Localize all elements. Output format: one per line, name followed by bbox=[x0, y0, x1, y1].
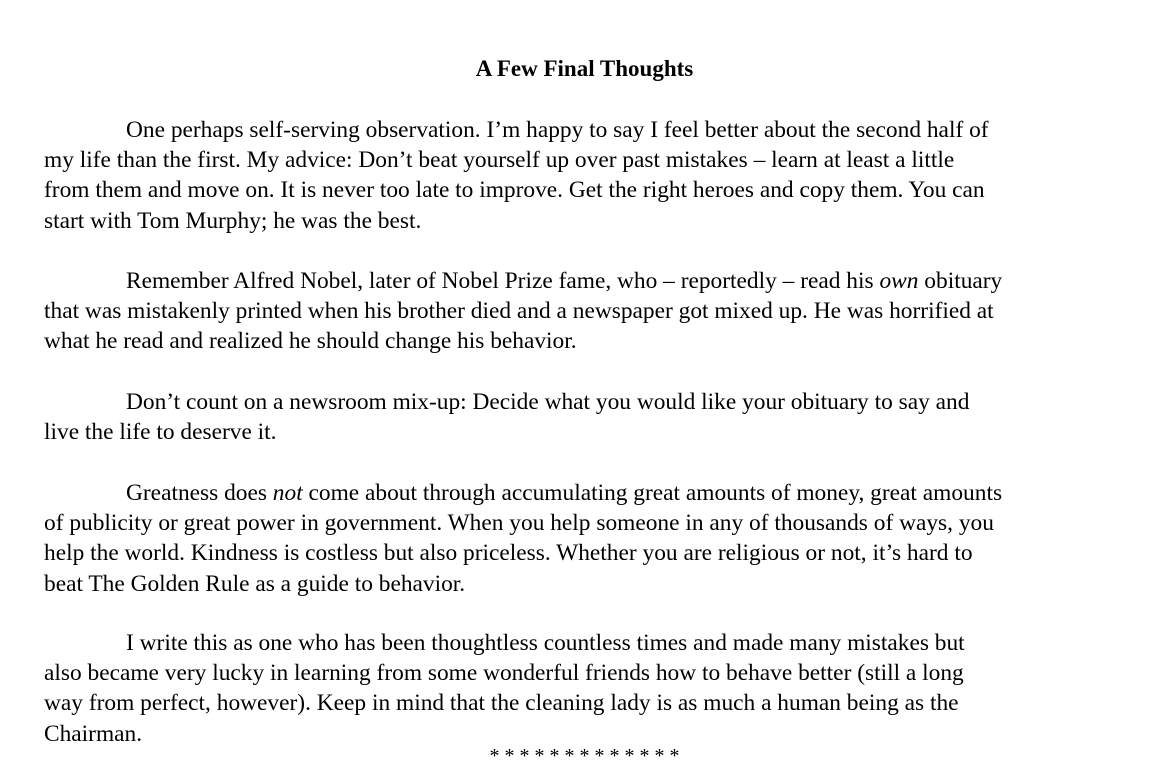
emphasis-text: own bbox=[879, 268, 919, 294]
paragraph-line: my life than the first. My advice: Don’t beat yourself up over past mistakes – learn at least a little bbox=[44, 147, 955, 174]
paragraph-line: live the life to deserve it. bbox=[44, 419, 277, 446]
paragraph-line: start with Tom Murphy; he was the best. bbox=[44, 207, 422, 234]
paragraph-line: help the world. Kindness is costless but also priceless. Whether you are religious or not, it’s hard to bbox=[44, 540, 973, 567]
paragraph-line: Don’t count on a newsroom mix-up: Decide what you would like your obituary to say and bbox=[126, 389, 970, 415]
paragraph-1 bbox=[44, 115, 1119, 236]
paragraph-text: Greatness does bbox=[126, 480, 273, 506]
paragraph-3 bbox=[44, 387, 1119, 447]
paragraph-5 bbox=[44, 628, 1119, 749]
paragraph-text: come about through accumulating great amounts of money, great amounts bbox=[302, 480, 1003, 506]
paragraph-line bbox=[44, 266, 1119, 296]
paragraph-text: obituary bbox=[918, 268, 1003, 294]
paragraph-line: beat The Golden Rule as a guide to behavior. bbox=[44, 570, 466, 597]
paragraph-line: of publicity or great power in government. When you help someone in any of thousands of ways, you bbox=[44, 510, 994, 537]
paragraph-line: I write this as one who has been thoughtless countless times and made many mistakes but bbox=[126, 630, 965, 656]
paragraph-line: One perhaps self-serving observation. I’m happy to say I feel better about the second half of bbox=[126, 117, 989, 143]
paragraph-line: Chairman. bbox=[44, 720, 143, 747]
paragraph-line: what he read and realized he should change his behavior. bbox=[44, 328, 577, 355]
section-separator: * * * * * * * * * * * * * bbox=[489, 745, 680, 767]
paragraph-line: also became very lucky in learning from some wonderful friends how to behave better (still a long bbox=[44, 660, 964, 687]
document-title: A Few Final Thoughts bbox=[475, 56, 694, 81]
paragraph-2 bbox=[44, 266, 1119, 357]
paragraph-line: that was mistakenly printed when his brother died and a newspaper got mixed up. He was horrified at bbox=[44, 298, 994, 325]
paragraph-4 bbox=[44, 478, 1119, 599]
paragraph-line bbox=[44, 478, 1119, 508]
paragraph-text: Remember Alfred Nobel, later of Nobel Prize fame, who – reportedly – read his bbox=[126, 268, 880, 294]
paragraph-line: way from perfect, however). Keep in mind that the cleaning lady is as much a human being as the bbox=[44, 690, 959, 717]
paragraph-line: from them and move on. It is never too late to improve. Get the right heroes and copy them. You can bbox=[44, 177, 985, 204]
emphasis-text: not bbox=[272, 480, 303, 506]
